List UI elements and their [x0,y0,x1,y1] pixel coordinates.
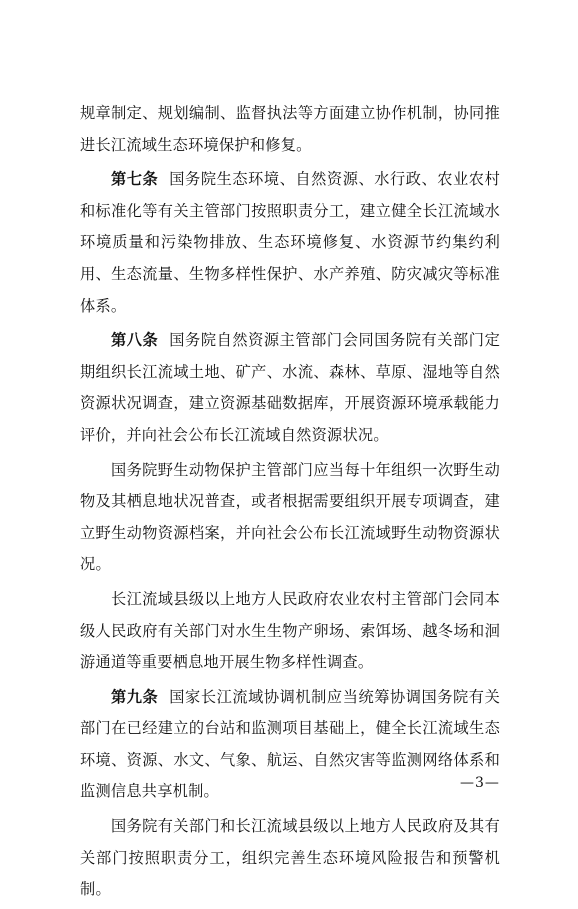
paragraph-4 [80,455,500,581]
paragraph-text: 长江流域县级以上地方人民政府农业农村主管部门会同本级人民政府有关部门对水生生物产卵场、索饵场、越冬场和洄游通道等重要栖息地开展生物多样性调查。 [80,589,500,672]
article-heading: 第八条 [111,331,159,350]
article-8 [80,325,500,451]
paragraph-text: 国务院野生动物保护主管部门应当每十年组织一次野生动物及其栖息地状况普查，或者根据需要组织开展专项调查，建立野生动物资源档案，并向社会公布长江流域野生动物资源状况。 [80,460,500,574]
paragraph-7 [80,811,500,906]
article-heading: 第七条 [111,170,159,189]
paragraph-text: 规章制定、规划编制、监督执法等方面建立协作机制，协同推进长江流域生态环境保护和修复。 [80,104,500,154]
paragraph-5 [80,584,500,679]
article-heading: 第九条 [111,687,159,706]
paragraph-text: 国家长江流域协调机制应当统筹协调国务院有关部门在已经建立的台站和监测项目基础上，健全长江流域生态环境、资源、水文、气象、航运、自然灾害等监测网络体系和监测信息共享机制。 [80,687,501,801]
paragraph-1 [80,98,500,161]
document-page [80,98,500,909]
paragraph-text: 国务院自然资源主管部门会同国务院有关部门定期组织长江流域土地、矿产、水流、森林、草原、湿地等自然资源状况调查，建立资源基础数据库，开展资源环境承载能力评价，并向社会公布长江流域自然资源状况。 [80,331,501,444]
article-7 [80,164,500,322]
paragraph-text: 国务院生态环境、自然资源、水行政、农业农村和标准化等有关主管部门按照职责分工，建立健全长江流域水环境质量和污染物排放、生态环境修复、水资源节约集约利用、生态流量、生物多样性保护、水产养殖、防灾减灾等标准体系。 [80,170,501,315]
page-number: —3— [460,775,500,791]
paragraph-text: 国务院有关部门和长江流域县级以上地方人民政府及其有关部门按照职责分工，组织完善生态环境风险报告和预警机制。 [80,817,500,899]
article-9 [80,682,500,808]
